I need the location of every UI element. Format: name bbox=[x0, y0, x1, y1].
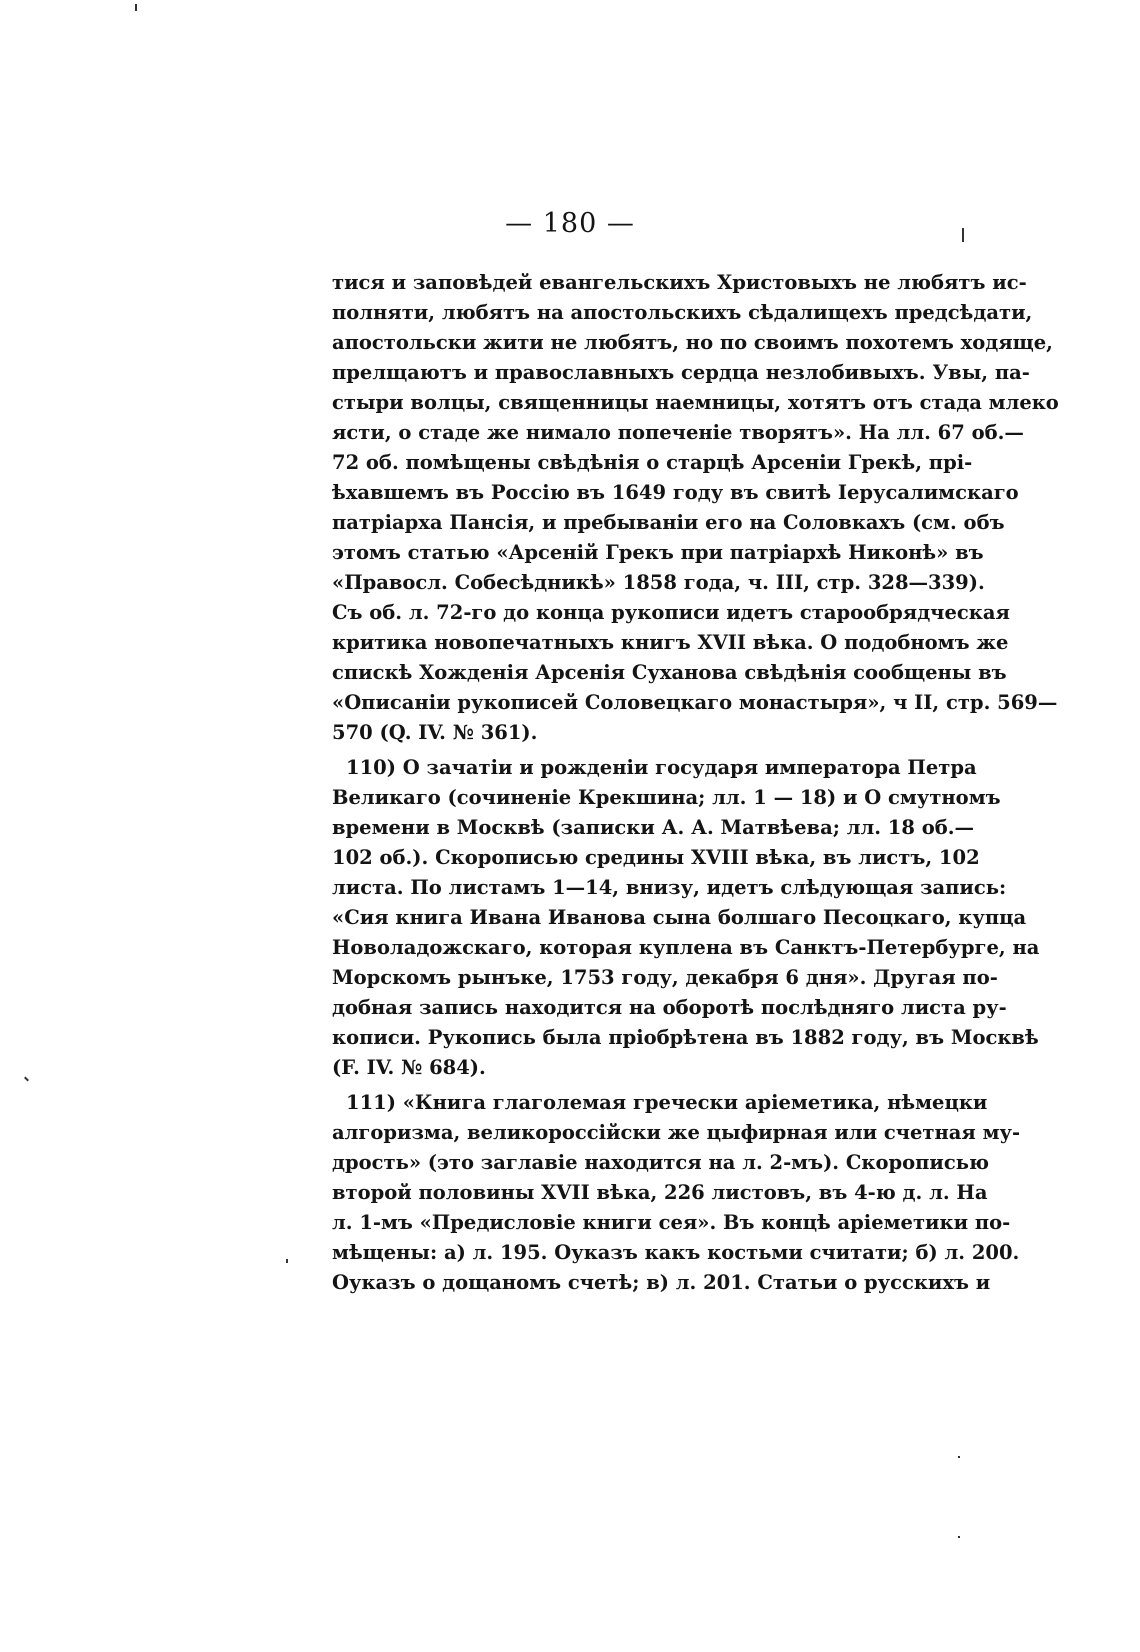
text-line: 570 (Q. IV. № 361). bbox=[332, 721, 538, 744]
text-line: прелщаютъ и православныхъ сердца незлобивыхъ. Увы, па- bbox=[332, 361, 1030, 384]
text-line: полняти, любятъ на апостольскихъ сѣдалищехъ предсѣдати, bbox=[332, 301, 1033, 324]
text-line: критика новопечатныхъ книгъ XVII вѣка. О подобномъ же bbox=[332, 631, 1009, 654]
text-line: Оуказъ о дощаномъ счетѣ; в) л. 201. Статьи о русскихъ и bbox=[332, 1271, 991, 1294]
scan-speck bbox=[962, 228, 964, 242]
text-line: добная запись находится на оборотѣ послѣдняго листа ру- bbox=[332, 996, 1007, 1019]
text-line: «Описаніи рукописей Соловецкаго монастыря», ч II, стр. 569— bbox=[332, 691, 1058, 714]
text-line: кописи. Рукопись была пріобрѣтена въ 1882 году, въ Москвѣ bbox=[332, 1026, 1039, 1049]
text-line: дрость» (это заглавіе находится на л. 2-мъ). Скорописью bbox=[332, 1151, 989, 1174]
text-line: л. 1-мъ «Предисловіе книги сея». Въ концѣ арiеметики по- bbox=[332, 1211, 1011, 1234]
text-line: ѣхавшемъ въ Россію въ 1649 году въ свитѣ Іерусалимскаго bbox=[332, 481, 1019, 504]
text-line: Великаго (сочиненіе Крекшина; лл. 1 — 18) и О смутномъ bbox=[332, 786, 1001, 809]
scan-speck bbox=[286, 1259, 288, 1263]
text-line: стыри волцы, священницы наемницы, хотятъ отъ стада млеко bbox=[332, 391, 1059, 414]
text-line: патріарха Пансія, и пребываніи его на Соловкахъ (см. объ bbox=[332, 511, 1005, 534]
text-line: листа. По листамъ 1—14, внизу, идетъ слѣдующая запись: bbox=[332, 876, 1007, 899]
text-line: 102 об.). Скорописью средины XVIII вѣка, въ листъ, 102 bbox=[332, 846, 980, 869]
paragraph bbox=[332, 268, 1059, 748]
text-line: апостольски жити не любятъ, но по своимъ похотемъ ходяще, bbox=[332, 331, 1053, 354]
scan-speck bbox=[24, 1077, 29, 1082]
text-line: 72 об. помѣщены свѣдѣнія о старцѣ Арсеніи Грекѣ, прі- bbox=[332, 451, 973, 474]
text-line: алгоризма, великороссійски же цыфирная или счетная му- bbox=[332, 1121, 1021, 1144]
text-line: мѣщены: а) л. 195. Оуказъ какъ костьми считати; б) л. 200. bbox=[332, 1241, 1020, 1264]
text-line: этомъ статью «Арсеній Грекъ при патріархѣ Никонѣ» въ bbox=[332, 541, 984, 564]
paragraph bbox=[332, 753, 1040, 1083]
text-line: времени в Москвѣ (записки А. А. Матвѣева; лл. 18 об.— bbox=[332, 816, 975, 839]
text-line: Съ об. л. 72-го до конца рукописи идетъ старообрядческая bbox=[332, 601, 1010, 624]
text-line: тися и заповѣдей евангельскихъ Христовыхъ не любятъ ис- bbox=[332, 271, 1027, 294]
text-line: второй половины XVII вѣка, 226 листовъ, въ 4-ю д. л. На bbox=[332, 1181, 988, 1204]
scan-speck bbox=[958, 1456, 960, 1458]
scan-speck bbox=[135, 4, 137, 11]
text-line: Морскомъ рынъке, 1753 году, декабря 6 дня». Другая по- bbox=[332, 966, 998, 989]
text-line: «Правосл. Собесѣдникѣ» 1858 года, ч. III, стр. 328—339). bbox=[332, 571, 985, 594]
text-line: ясти, о стаде же нимало попеченіе творятъ». На лл. 67 об.— bbox=[332, 421, 1024, 444]
text-line: спискѣ Хожденія Арсенія Суханова свѣдѣнія сообщены въ bbox=[332, 661, 1007, 684]
text-line: «Сия книга Ивана Иванова сына болшаго Песоцкаго, купца bbox=[332, 906, 1027, 929]
page-number: — 180 — bbox=[505, 208, 635, 239]
text-line: 111) «Книга глаголемая гречески арiеметика, нѣмецки bbox=[346, 1091, 988, 1114]
text-line: (F. IV. № 684). bbox=[332, 1056, 486, 1079]
text-line: Новоладожскаго, которая куплена въ Санктъ-Петербурге, на bbox=[332, 936, 1040, 959]
scan-speck bbox=[958, 1536, 960, 1538]
text-column bbox=[332, 268, 1059, 1298]
paragraph bbox=[332, 1088, 1021, 1298]
text-line: 110) О зачатіи и рожденіи государя императора Петра bbox=[346, 756, 977, 779]
